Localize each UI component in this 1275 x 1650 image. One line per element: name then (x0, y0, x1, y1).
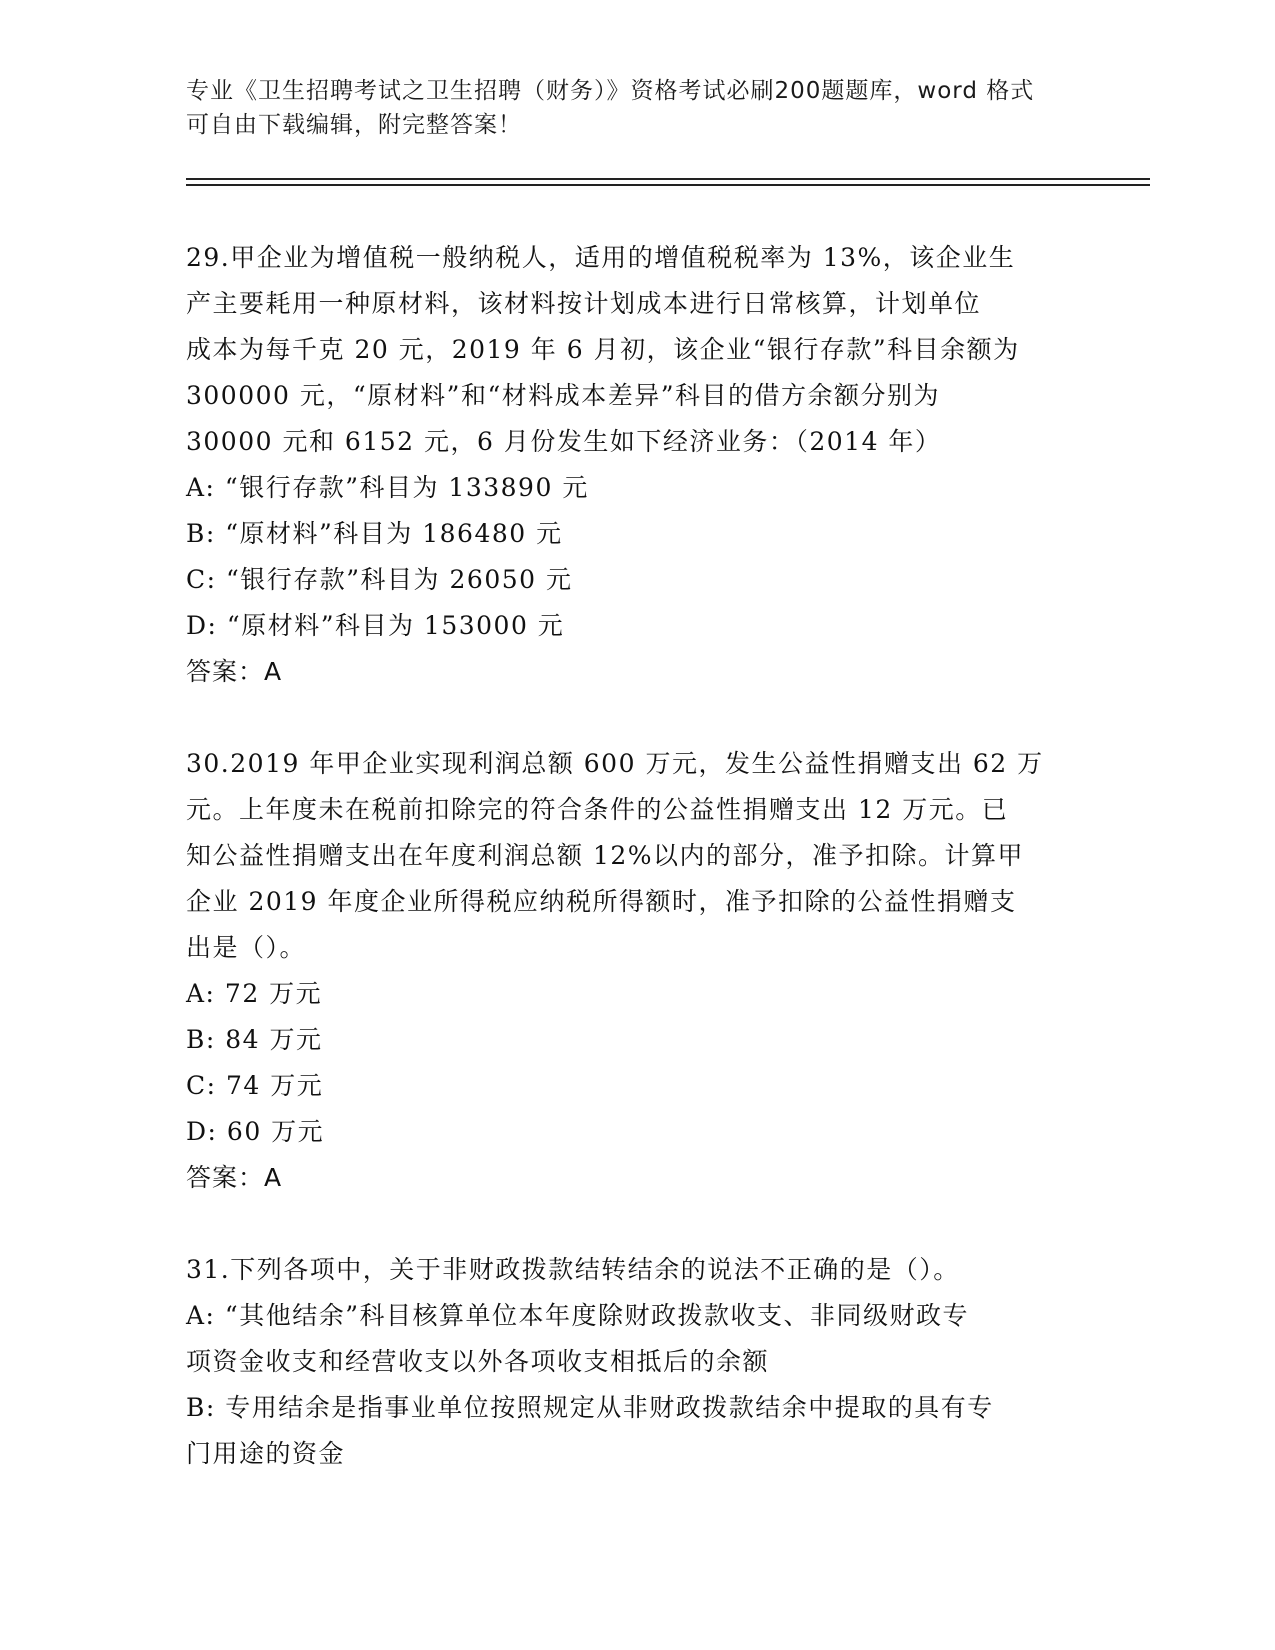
option-a-continued: 项资金收支和经营收支以外各项收支相抵后的余额 (186, 1347, 770, 1376)
question-stem-line: 31.下列各项中，关于非财政拨款结转结余的说法不正确的是（）。 (186, 1255, 960, 1284)
option-b: B: 84 万元 (186, 1025, 323, 1054)
question-29 (186, 235, 1086, 695)
question-spacer (186, 695, 1086, 741)
question-stem-line: 成本为每千克 20 元，2019 年 6 月初，该企业“银行存款”科目余额为 (186, 335, 1020, 364)
header-title-line-2: 可自由下载编辑，附完整答案！ (186, 112, 522, 138)
header-divider-top (186, 178, 1150, 180)
option-a: A: “银行存款”科目为 133890 元 (186, 473, 589, 502)
option-d: D: “原材料”科目为 153000 元 (186, 611, 565, 640)
question-stem-line: 29.甲企业为增值税一般纳税人，适用的增值税税率为 13%，该企业生 (186, 243, 1016, 272)
question-stem-line: 30000 元和 6152 元，6 月份发生如下经济业务：（2014 年） (186, 427, 942, 456)
header-title-line-1: 专业《卫生招聘考试之卫生招聘（财务）》资格考试必刷200题题库，word 格式 (186, 78, 1035, 104)
option-b-continued: 门用途的资金 (186, 1439, 346, 1468)
question-30 (186, 741, 1086, 1201)
question-31 (186, 1247, 1086, 1477)
option-a: A: 72 万元 (186, 979, 323, 1008)
question-stem-line: 知公益性捐赠支出在年度利润总额 12%以内的部分，准予扣除。计算甲 (186, 841, 1025, 870)
question-stem-line: 产主要耗用一种原材料，该材料按计划成本进行日常核算，计划单位 (186, 289, 982, 318)
question-list (186, 235, 1086, 1477)
answer-label: 答案：A (186, 1163, 283, 1192)
header-divider-bottom (186, 184, 1150, 186)
question-stem-line: 出是（）。 (186, 933, 307, 962)
option-b: B: “原材料”科目为 186480 元 (186, 519, 563, 548)
option-c: C: “银行存款”科目为 26050 元 (186, 565, 573, 594)
question-spacer (186, 1201, 1086, 1247)
option-a: A: “其他结余”科目核算单位本年度除财政拨款收支、非同级财政专 (186, 1301, 969, 1330)
question-stem-line: 300000 元，“原材料”和“材料成本差异”科目的借方余额分别为 (186, 381, 941, 410)
question-stem-line: 30.2019 年甲企业实现利润总额 600 万元，发生公益性捐赠支出 62 万 (186, 749, 1044, 778)
option-c: C: 74 万元 (186, 1071, 324, 1100)
question-stem-line: 元。上年度未在税前扣除完的符合条件的公益性捐赠支出 12 万元。已 (186, 795, 1009, 824)
option-b: B: 专用结余是指事业单位按照规定从非财政拨款结余中提取的具有专 (186, 1393, 994, 1422)
question-stem-line: 企业 2019 年度企业所得税应纳税所得额时，准予扣除的公益性捐赠支 (186, 887, 1017, 916)
document-header (186, 74, 1066, 142)
option-d: D: 60 万元 (186, 1117, 325, 1146)
answer-label: 答案：A (186, 657, 283, 686)
